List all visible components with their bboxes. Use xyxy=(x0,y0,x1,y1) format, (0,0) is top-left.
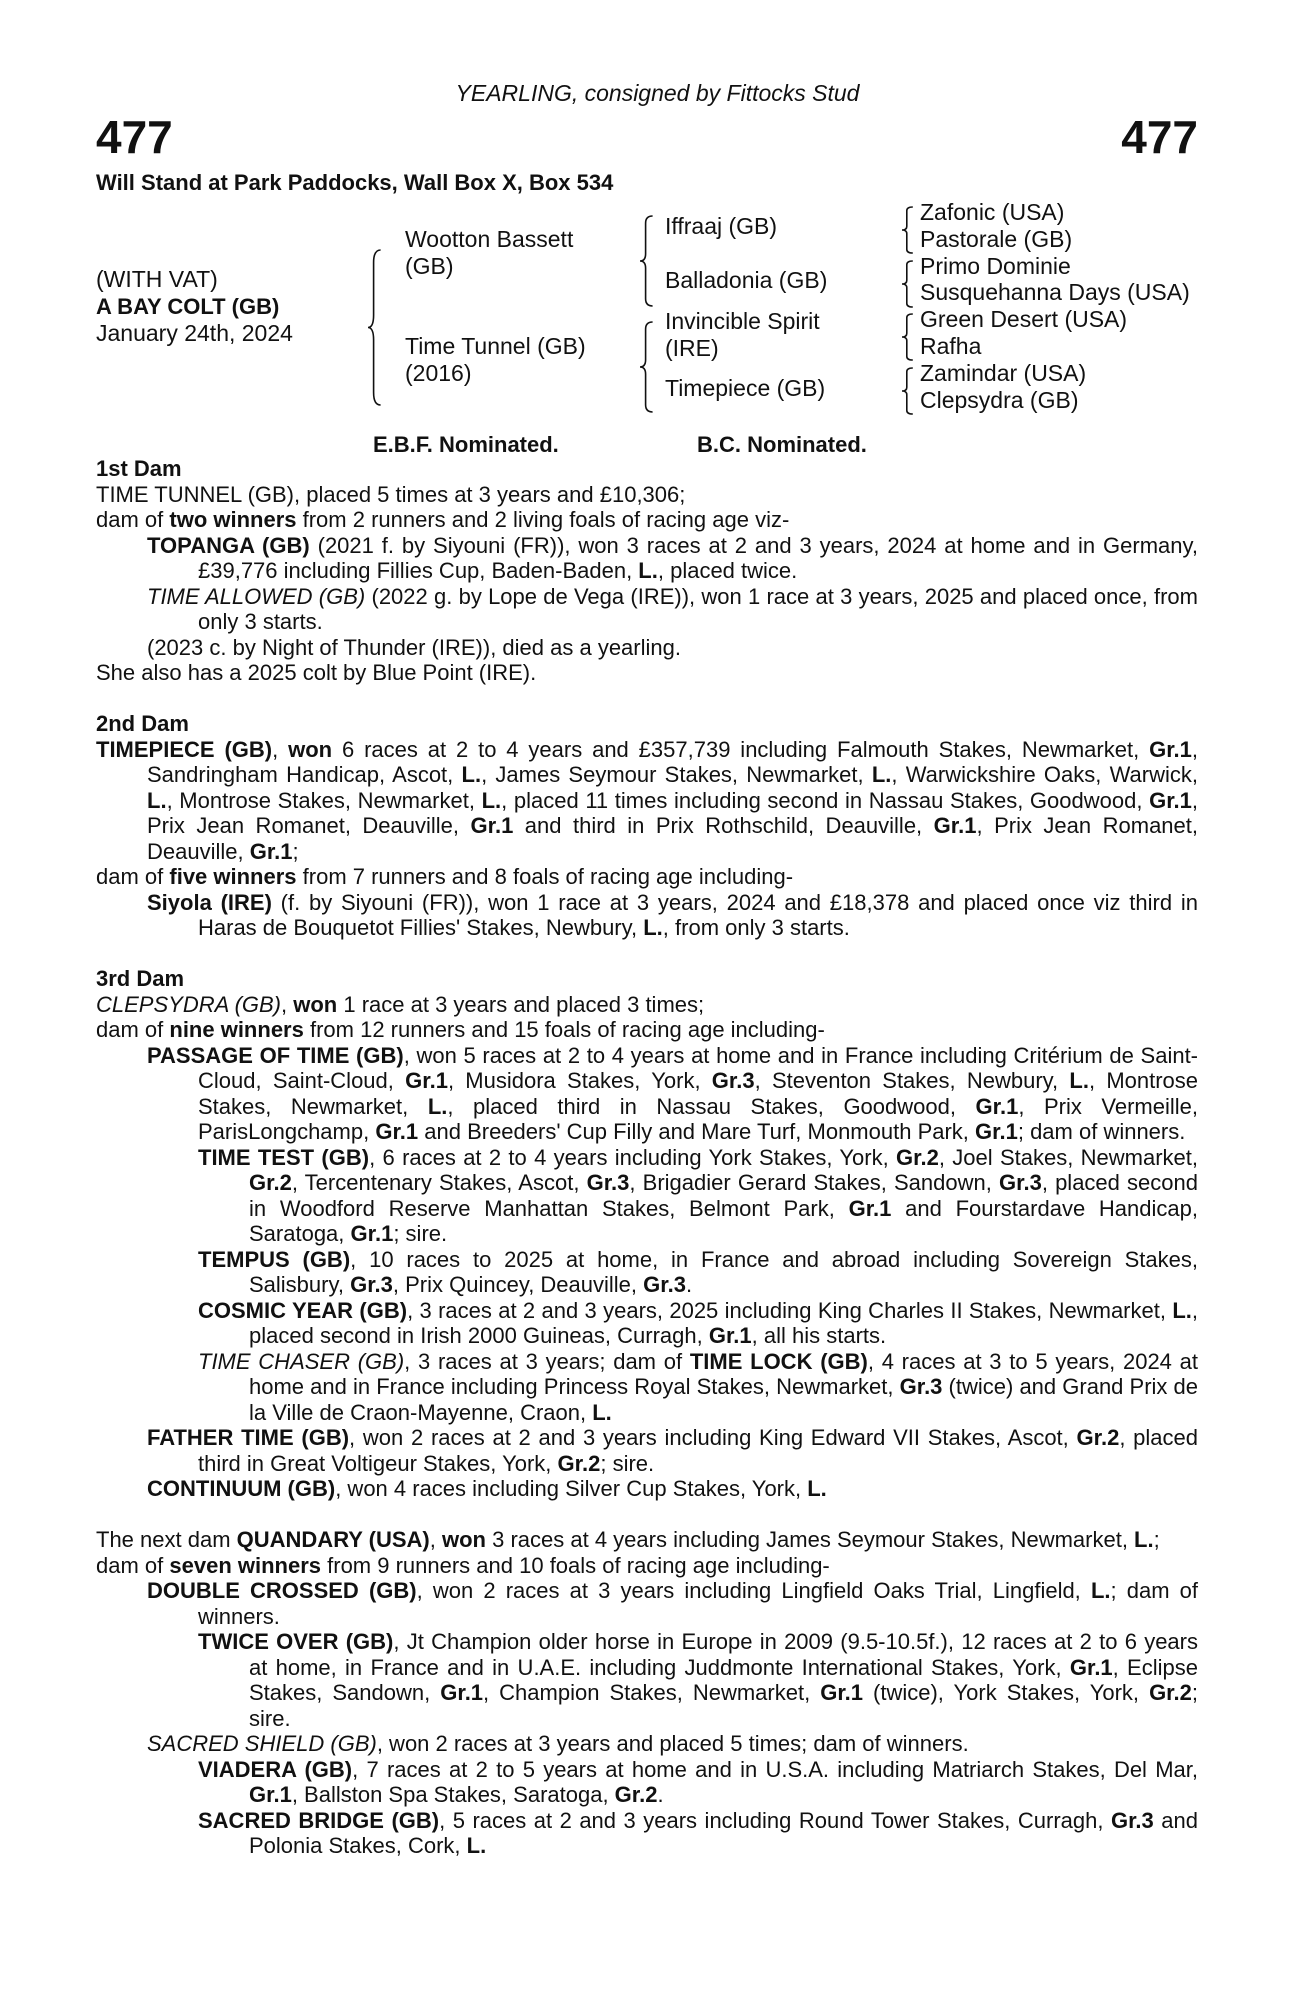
entry-text: L. xyxy=(481,787,502,813)
brace-icon xyxy=(902,207,914,253)
brace-icon xyxy=(902,368,914,414)
pedigree-entry xyxy=(96,864,1198,890)
entry-text: TIME TUNNEL (GB), placed 5 times at 3 years and £10,306; xyxy=(96,481,686,507)
entry-text: , Montrose Stakes, Newmarket, xyxy=(166,787,482,813)
entry-text: , Prix Vermeille, ParisLongchamp, xyxy=(198,1093,1199,1144)
entry-text: won xyxy=(442,1527,486,1552)
section-title: 3rd Dam xyxy=(96,966,185,991)
entry-text: (2023 c. by Night of Thunder (IRE)), died as a yearling. xyxy=(147,634,681,660)
entry-text: and Fourstardave Handicap, Saratoga, xyxy=(249,1195,1198,1246)
third-generation-ancestor: Rafha xyxy=(920,333,982,359)
entry-text: L. xyxy=(1134,1527,1154,1552)
entry-text: COSMIC YEAR (GB) xyxy=(198,1297,408,1323)
pedigree-entry xyxy=(96,1017,1198,1043)
entry-text: TIME ALLOWED (GB) xyxy=(147,583,366,609)
entry-text: Gr.3 xyxy=(586,1170,630,1195)
entry-text: , won 2 races at 3 years and placed 5 times; dam of winners. xyxy=(376,1731,969,1756)
brace-icon xyxy=(368,250,382,405)
sale-header: YEARLING, consigned by Fittocks Stud xyxy=(455,80,860,106)
entry-text: two winners xyxy=(169,507,297,532)
entry-text: L. xyxy=(427,1093,448,1119)
third-generation-ancestor: Susquehanna Days (USA) xyxy=(920,279,1190,306)
entry-text: L. xyxy=(1172,1297,1192,1323)
entry-text: TIME LOCK (GB) xyxy=(689,1348,868,1374)
entry-text: , xyxy=(272,736,289,762)
entry-text: and Polonia Stakes, Cork, xyxy=(249,1807,1198,1858)
pedigree-entry xyxy=(96,1349,1198,1426)
stand-location: Will Stand at Park Paddocks, Wall Box X, Box 534 xyxy=(96,170,614,195)
pedigree-entry xyxy=(96,1808,1198,1859)
entry-text: 6 races at 2 to 4 years and £357,739 including Falmouth Stakes, Newmarket, xyxy=(332,736,1150,762)
entry-text: Gr.3 xyxy=(643,1272,686,1297)
entry-text: Gr.3 xyxy=(999,1170,1042,1195)
pedigree-entry xyxy=(96,1629,1198,1731)
entry-text: Gr.2 xyxy=(896,1144,939,1170)
entry-text: Gr.3 xyxy=(1110,1807,1154,1833)
entry-text: , Prix Quincey, Deauville, xyxy=(392,1272,644,1297)
entry-text: (twice), York Stakes, York, xyxy=(863,1680,1150,1705)
entry-text: L. xyxy=(461,762,482,787)
catalogue-body xyxy=(96,456,1198,1859)
entry-text: Gr.1 xyxy=(933,813,977,838)
entry-text: ; dam of winners. xyxy=(198,1578,1199,1629)
entry-text: , 4 races at 3 to 5 years, 2024 at home and in France including Princess Royal Stakes, Newmarket, xyxy=(249,1348,1198,1399)
entry-text: ; sire. xyxy=(249,1680,1198,1731)
entry-text: (2022 g. by Lope de Vega (IRE)), won 1 race at 3 years, 2025 and placed once, from only 3 starts. xyxy=(198,583,1198,634)
entry-text: , Musidora Stakes, York, xyxy=(447,1068,712,1093)
entry-text: from 12 runners and 15 foals of racing age including- xyxy=(303,1017,825,1042)
entry-text: , xyxy=(429,1527,442,1552)
entry-text: Gr.1 xyxy=(350,1221,394,1246)
entry-text: Gr.1 xyxy=(975,1119,1018,1144)
entry-text: Gr.2 xyxy=(249,1170,292,1195)
third-generation-ancestor: Primo Dominie xyxy=(920,252,1071,279)
ebf-nominated: E.B.F. Nominated. xyxy=(373,432,559,457)
entry-text: from 2 runners and 2 living foals of racing age viz- xyxy=(296,507,790,532)
entry-text: Gr.1 xyxy=(820,1680,864,1705)
entry-text: , placed third in Nassau Stakes, Goodwood, xyxy=(447,1093,976,1119)
third-generation-ancestor: Clepsydra (GB) xyxy=(920,386,1079,413)
sire: Wootton Bassett (GB) xyxy=(405,226,574,279)
sire-dam: Balladonia (GB) xyxy=(665,267,828,293)
pedigree-entry xyxy=(96,1476,1198,1502)
entry-text: , placed third in Great Voltigeur Stakes, York, xyxy=(198,1425,1199,1476)
entry-text: , 3 races at 3 years; dam of xyxy=(404,1348,690,1374)
entry-text: (f. by Siyouni (FR)), won 1 race at 3 years, 2024 and £18,378 and placed once viz third in Haras de Bouquetot Fillies' Stakes, Newbury, xyxy=(198,889,1198,940)
pedigree-entry xyxy=(96,1043,1198,1145)
entry-text: , 7 races at 2 to 5 years at home and in U.S.A. including Matriarch Stakes, Del Mar, xyxy=(352,1756,1198,1782)
entry-text: , Prix Jean Romanet, Deauville, xyxy=(147,813,1198,864)
entry-text: TWICE OVER (GB) xyxy=(198,1629,394,1654)
entry-text: . xyxy=(657,1782,664,1807)
entry-text: Gr.1 xyxy=(405,1068,448,1093)
entry-text: , Jt Champion older horse in Europe in 2009 (9.5-10.5f.), 12 races at 2 to 6 years at home, in France and in U.A.E. including Juddmonte International Stakes, York, xyxy=(249,1629,1198,1680)
entry-text: Gr.3 xyxy=(899,1374,943,1399)
pedigree-entry xyxy=(96,1757,1198,1808)
entry-text: , Eclipse Stakes, Sandown, xyxy=(249,1654,1198,1705)
spacer xyxy=(96,686,1198,712)
entry-text: nine winners xyxy=(169,1017,304,1042)
entry-text: and Breeders' Cup Filly and Mare Turf, Monmouth Park, xyxy=(418,1119,976,1144)
entry-text: VIADERA (GB) xyxy=(198,1756,353,1782)
lot-number-left: 477 xyxy=(96,111,173,163)
entry-text: Gr.2 xyxy=(614,1782,658,1807)
entry-text: , Tercentenary Stakes, Ascot, xyxy=(291,1170,587,1195)
third-generation-ancestor: Zafonic (USA) xyxy=(920,199,1065,225)
entry-text: , 10 races to 2025 at home, in France and abroad including Sovereign Stakes, Salisbury, xyxy=(249,1246,1198,1297)
entry-text: Gr.1 xyxy=(249,1782,292,1807)
entry-text: She also has a 2025 colt by Blue Point (IRE). xyxy=(96,660,537,685)
entry-text: , from only 3 starts. xyxy=(662,915,850,940)
entry-text: , won 2 races at 3 years including Lingfield Oaks Trial, Lingfield, xyxy=(416,1578,1091,1603)
entry-text: , Steventon Stakes, Newbury, xyxy=(754,1068,1070,1093)
entry-text: dam of xyxy=(96,1017,170,1042)
vat-note: (WITH VAT) xyxy=(96,266,218,292)
entry-text: , all his starts. xyxy=(751,1323,887,1348)
entry-text: L. xyxy=(643,915,663,940)
entry-text: TIME TEST (GB) xyxy=(198,1144,370,1170)
entry-text: L. xyxy=(466,1833,487,1858)
entry-text: PASSAGE OF TIME (GB) xyxy=(147,1042,404,1068)
dam-sire: Invincible Spirit (IRE) xyxy=(665,308,820,361)
pedigree-entry xyxy=(96,1527,1198,1553)
entry-text: (2021 f. by Siyouni (FR)), won 3 races at 2 and 3 years, 2024 at home and in Germany, £39,776 including Fillies Cup, Baden-Baden, xyxy=(198,532,1199,583)
entry-text: , Ballston Spa Stakes, Saratoga, xyxy=(291,1782,615,1807)
entry-text: Gr.1 xyxy=(975,1093,1019,1119)
entry-text: , Champion Stakes, Newmarket, xyxy=(483,1680,821,1705)
lot-number-right: 477 xyxy=(1121,111,1198,163)
entry-text: ; sire. xyxy=(393,1221,448,1246)
pedigree-entry xyxy=(96,890,1198,941)
entry-text: SACRED BRIDGE (GB) xyxy=(198,1807,440,1833)
horse-name: A BAY COLT (GB) xyxy=(96,294,280,319)
pedigree-entry xyxy=(96,737,1198,865)
entry-text: , placed second in Irish 2000 Guineas, Curragh, xyxy=(249,1297,1198,1348)
pedigree-entry xyxy=(96,482,1198,508)
pedigree-entry xyxy=(96,1298,1198,1349)
entry-text: , xyxy=(281,991,294,1017)
brace-icon xyxy=(902,314,914,360)
entry-text: , 5 races at 2 and 3 years including Round Tower Stakes, Curragh, xyxy=(439,1807,1111,1833)
sire-sire: Iffraaj (GB) xyxy=(665,213,778,239)
brace-icon xyxy=(902,261,914,307)
entry-text: Gr.1 xyxy=(1149,787,1192,813)
entry-text: won xyxy=(288,736,333,762)
entry-text: seven winners xyxy=(169,1552,322,1578)
entry-text: L. xyxy=(638,558,658,583)
entry-text: , placed twice. xyxy=(657,558,798,583)
entry-text: CONTINUUM (GB) xyxy=(147,1476,336,1501)
entry-text: , Joel Stakes, Newmarket, xyxy=(938,1144,1198,1170)
pedigree-entry xyxy=(96,1731,1198,1757)
pedigree-entry xyxy=(96,635,1198,661)
entry-text: TIME CHASER (GB) xyxy=(198,1348,405,1374)
entry-text: , 6 races at 2 to 4 years including York Stakes, York, xyxy=(369,1144,897,1170)
entry-text: TIMEPIECE (GB) xyxy=(96,736,273,762)
entry-text: TOPANGA (GB) xyxy=(147,532,310,558)
entry-text: ; dam of winners. xyxy=(1017,1119,1186,1144)
third-generation-ancestor: Green Desert (USA) xyxy=(920,306,1128,333)
entry-text: Gr.3 xyxy=(711,1068,755,1093)
pedigree-entry xyxy=(96,1553,1198,1579)
entry-text: Gr.1 xyxy=(375,1119,419,1144)
entry-text: SACRED SHIELD (GB) xyxy=(147,1731,377,1756)
entry-text: from 7 runners and 8 foals of racing age including- xyxy=(296,864,794,889)
entry-text: dam of xyxy=(96,507,170,532)
pedigree-entry xyxy=(96,1425,1198,1476)
foaling-date: January 24th, 2024 xyxy=(96,320,293,346)
entry-text: FATHER TIME (GB) xyxy=(147,1425,350,1450)
section-title: 2nd Dam xyxy=(96,711,189,736)
entry-text: L. xyxy=(1090,1578,1111,1603)
entry-text: Gr.3 xyxy=(350,1272,393,1297)
entry-text: , Warwickshire Oaks, Warwick, xyxy=(891,762,1199,787)
entry-text: , James Seymour Stakes, Newmarket, xyxy=(481,762,872,787)
entry-text: and third in Prix Rothschild, Deauville, xyxy=(513,813,934,838)
entry-text: Gr.1 xyxy=(1069,1654,1113,1680)
entry-text: ; xyxy=(1153,1527,1160,1552)
entry-text: L. xyxy=(807,1476,827,1501)
entry-text: Gr.2 xyxy=(1076,1425,1120,1450)
entry-text: L. xyxy=(592,1399,612,1425)
entry-text: . xyxy=(685,1272,693,1297)
pedigree-entry xyxy=(96,660,1198,686)
entry-text: dam of xyxy=(96,1552,170,1578)
entry-text: Gr.1 xyxy=(848,1195,892,1221)
entry-text: Gr.2 xyxy=(557,1450,601,1476)
bc-nominated: B.C. Nominated. xyxy=(697,432,867,457)
entry-text: , placed 11 times including second in Nassau Stakes, Goodwood, xyxy=(501,787,1150,813)
pedigree-entry xyxy=(96,533,1198,584)
entry-text: The next dam xyxy=(96,1527,237,1552)
entry-text: 3 races at 4 years including James Seymour Stakes, Newmarket, xyxy=(486,1527,1135,1552)
entry-text: , Sandringham Handicap, Ascot, xyxy=(147,736,1199,787)
entry-text: Gr.2 xyxy=(1149,1680,1192,1705)
entry-text: , Prix Jean Romanet, Deauville, xyxy=(147,787,1199,838)
entry-text: , Montrose Stakes, Newmarket, xyxy=(198,1068,1199,1119)
entry-text: , won 2 races at 2 and 3 years including King Edward VII Stakes, Ascot, xyxy=(349,1425,1077,1450)
pedigree-entry xyxy=(96,1247,1198,1298)
pedigree-entry xyxy=(96,507,1198,533)
entry-text: five winners xyxy=(169,864,297,889)
third-generation-ancestor: Zamindar (USA) xyxy=(920,359,1087,386)
entry-text: (twice) and Grand Prix de la Ville de Craon-Mayenne, Craon, xyxy=(249,1374,1199,1425)
brace-icon xyxy=(640,322,654,412)
dam-dam: Timepiece (GB) xyxy=(665,375,826,401)
entry-text: Gr.1 xyxy=(708,1323,752,1348)
pedigree-entry xyxy=(96,1578,1198,1629)
spacer xyxy=(96,941,1198,967)
entry-text: won xyxy=(293,991,338,1017)
entry-text: Gr.1 xyxy=(249,838,293,864)
entry-text: Siyola (IRE) xyxy=(147,889,272,915)
entry-text: L. xyxy=(871,762,892,787)
dam: Time Tunnel (GB) (2016) xyxy=(405,333,586,386)
entry-text: CLEPSYDRA (GB) xyxy=(96,991,282,1017)
entry-text: , 3 races at 2 and 3 years, 2025 including King Charles II Stakes, Newmarket, xyxy=(407,1297,1173,1323)
entry-text: , Brigadier Gerard Stakes, Sandown, xyxy=(629,1170,999,1195)
entry-text: L. xyxy=(1069,1068,1089,1093)
entry-text: QUANDARY (USA) xyxy=(236,1527,430,1552)
entry-text: 1 race at 3 years and placed 3 times; xyxy=(337,991,705,1017)
entry-text: , won 4 races including Silver Cup Stakes, York, xyxy=(335,1476,808,1501)
pedigree-entry xyxy=(96,1145,1198,1247)
third-generation-ancestor: Pastorale (GB) xyxy=(920,225,1073,252)
entry-text: Gr.1 xyxy=(470,813,514,838)
brace-icon xyxy=(640,216,654,306)
entry-text: Gr.1 xyxy=(440,1680,484,1705)
entry-text: Gr.1 xyxy=(1149,736,1192,762)
entry-text: , won 5 races at 2 to 4 years at home and in France including Critérium de Saint-Cloud, Saint-Cloud, xyxy=(198,1042,1199,1093)
section-title: 1st Dam xyxy=(96,456,182,481)
entry-text: DOUBLE CROSSED (GB) xyxy=(147,1578,417,1603)
entry-text: ; sire. xyxy=(600,1450,655,1476)
pedigree-entry xyxy=(96,584,1198,635)
pedigree-entry xyxy=(96,992,1198,1018)
entry-text: , placed second in Woodford Reserve Manhattan Stakes, Belmont Park, xyxy=(249,1170,1198,1221)
entry-text: TEMPUS (GB) xyxy=(198,1246,351,1272)
spacer xyxy=(96,1502,1198,1528)
entry-text: L. xyxy=(147,787,167,813)
entry-text: from 9 runners and 10 foals of racing age including- xyxy=(321,1552,830,1578)
entry-text: dam of xyxy=(96,864,170,889)
entry-text: ; xyxy=(292,838,299,864)
